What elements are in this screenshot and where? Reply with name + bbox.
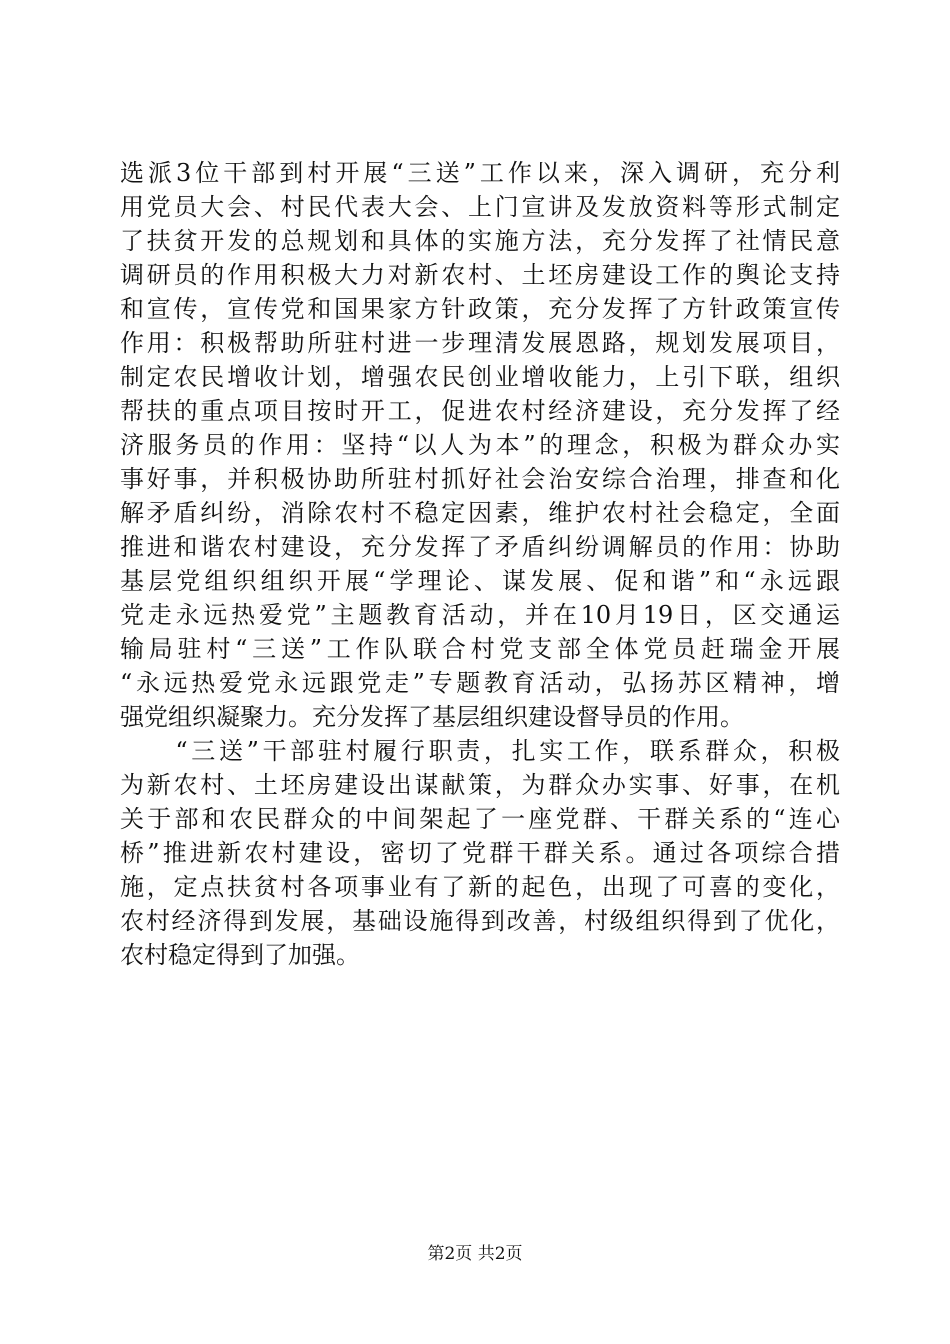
text-line-7: 制定农民增收计划，增强农民创业增收能力，上引下联，组织 xyxy=(120,363,840,391)
text-line-23: 农村经济得到发展，基础设施得到改善，村级组织得到了优化， xyxy=(120,907,840,935)
text-line-3: 了扶贫开发的总规划和具体的实施方法，充分发挥了社情民意 xyxy=(120,227,840,255)
text-line-21: 桥”推进新农村建设，密切了党群干群关系。通过各项综合措 xyxy=(120,839,840,867)
text-line-19: 为新农村、土坯房建设出谋献策，为群众办实事、好事，在机 xyxy=(120,771,840,799)
text-line-10: 事好事，并积极协助所驻村抓好社会治安综合治理，排查和化 xyxy=(120,465,840,493)
text-line-14: 党走永远热爱党”主题教育活动，并在10月19日，区交通运 xyxy=(120,601,840,629)
text-line-22: 施，定点扶贫村各项事业有了新的起色，出现了可喜的变化， xyxy=(120,873,840,901)
text-line-16: “永远热爱党永远跟党走”专题教育活动，弘扬苏区精神，增 xyxy=(120,669,840,697)
text-line-9: 济服务员的作用：坚持“以人为本”的理念，积极为群众办实 xyxy=(120,431,840,459)
text-line-13: 基层党组织组织开展“学理论、谋发展、促和谐”和“永远跟 xyxy=(120,567,840,595)
text-line-20: 关于部和农民群众的中间架起了一座党群、干群关系的“连心 xyxy=(120,805,840,833)
text-line-11: 解矛盾纠纷，消除农村不稳定因素，维护农村社会稳定，全面 xyxy=(120,499,840,527)
text-line-5: 和宣传，宣传党和国果家方针政策，充分发挥了方针政策宣传 xyxy=(120,295,840,323)
text-line-1: 选派3位干部到村开展“三送”工作以来，深入调研，充分利 xyxy=(120,159,840,187)
text-line-4: 调研员的作用积极大力对新农村、土坯房建设工作的舆论支持 xyxy=(120,261,840,289)
text-line-15: 输局驻村“三送”工作队联合村党支部全体党员赶瑞金开展 xyxy=(120,635,840,663)
text-line-8: 帮扶的重点项目按时开工，促进农村经济建设，充分发挥了经 xyxy=(120,397,840,425)
page-number-footer: 第2页 共2页 xyxy=(427,1244,523,1264)
text-line-2: 用党员大会、村民代表大会、上门宣讲及发放资料等形式制定 xyxy=(120,193,840,221)
text-line-6: 作用：积极帮助所驻村进一步理清发展恩路，规划发展项目， xyxy=(120,329,840,357)
text-line-17: 强党组织凝聚力。充分发挥了基层组织建设督导员的作用。 xyxy=(120,703,744,731)
body-text xyxy=(120,156,840,972)
text-line-18: “三送”干部驻村履行职责，扎实工作，联系群众，积极 xyxy=(120,737,840,765)
text-line-24: 农村稳定得到了加强。 xyxy=(120,941,360,969)
text-line-12: 推进和谐农村建设，充分发挥了矛盾纠纷调解员的作用：协助 xyxy=(120,533,840,561)
